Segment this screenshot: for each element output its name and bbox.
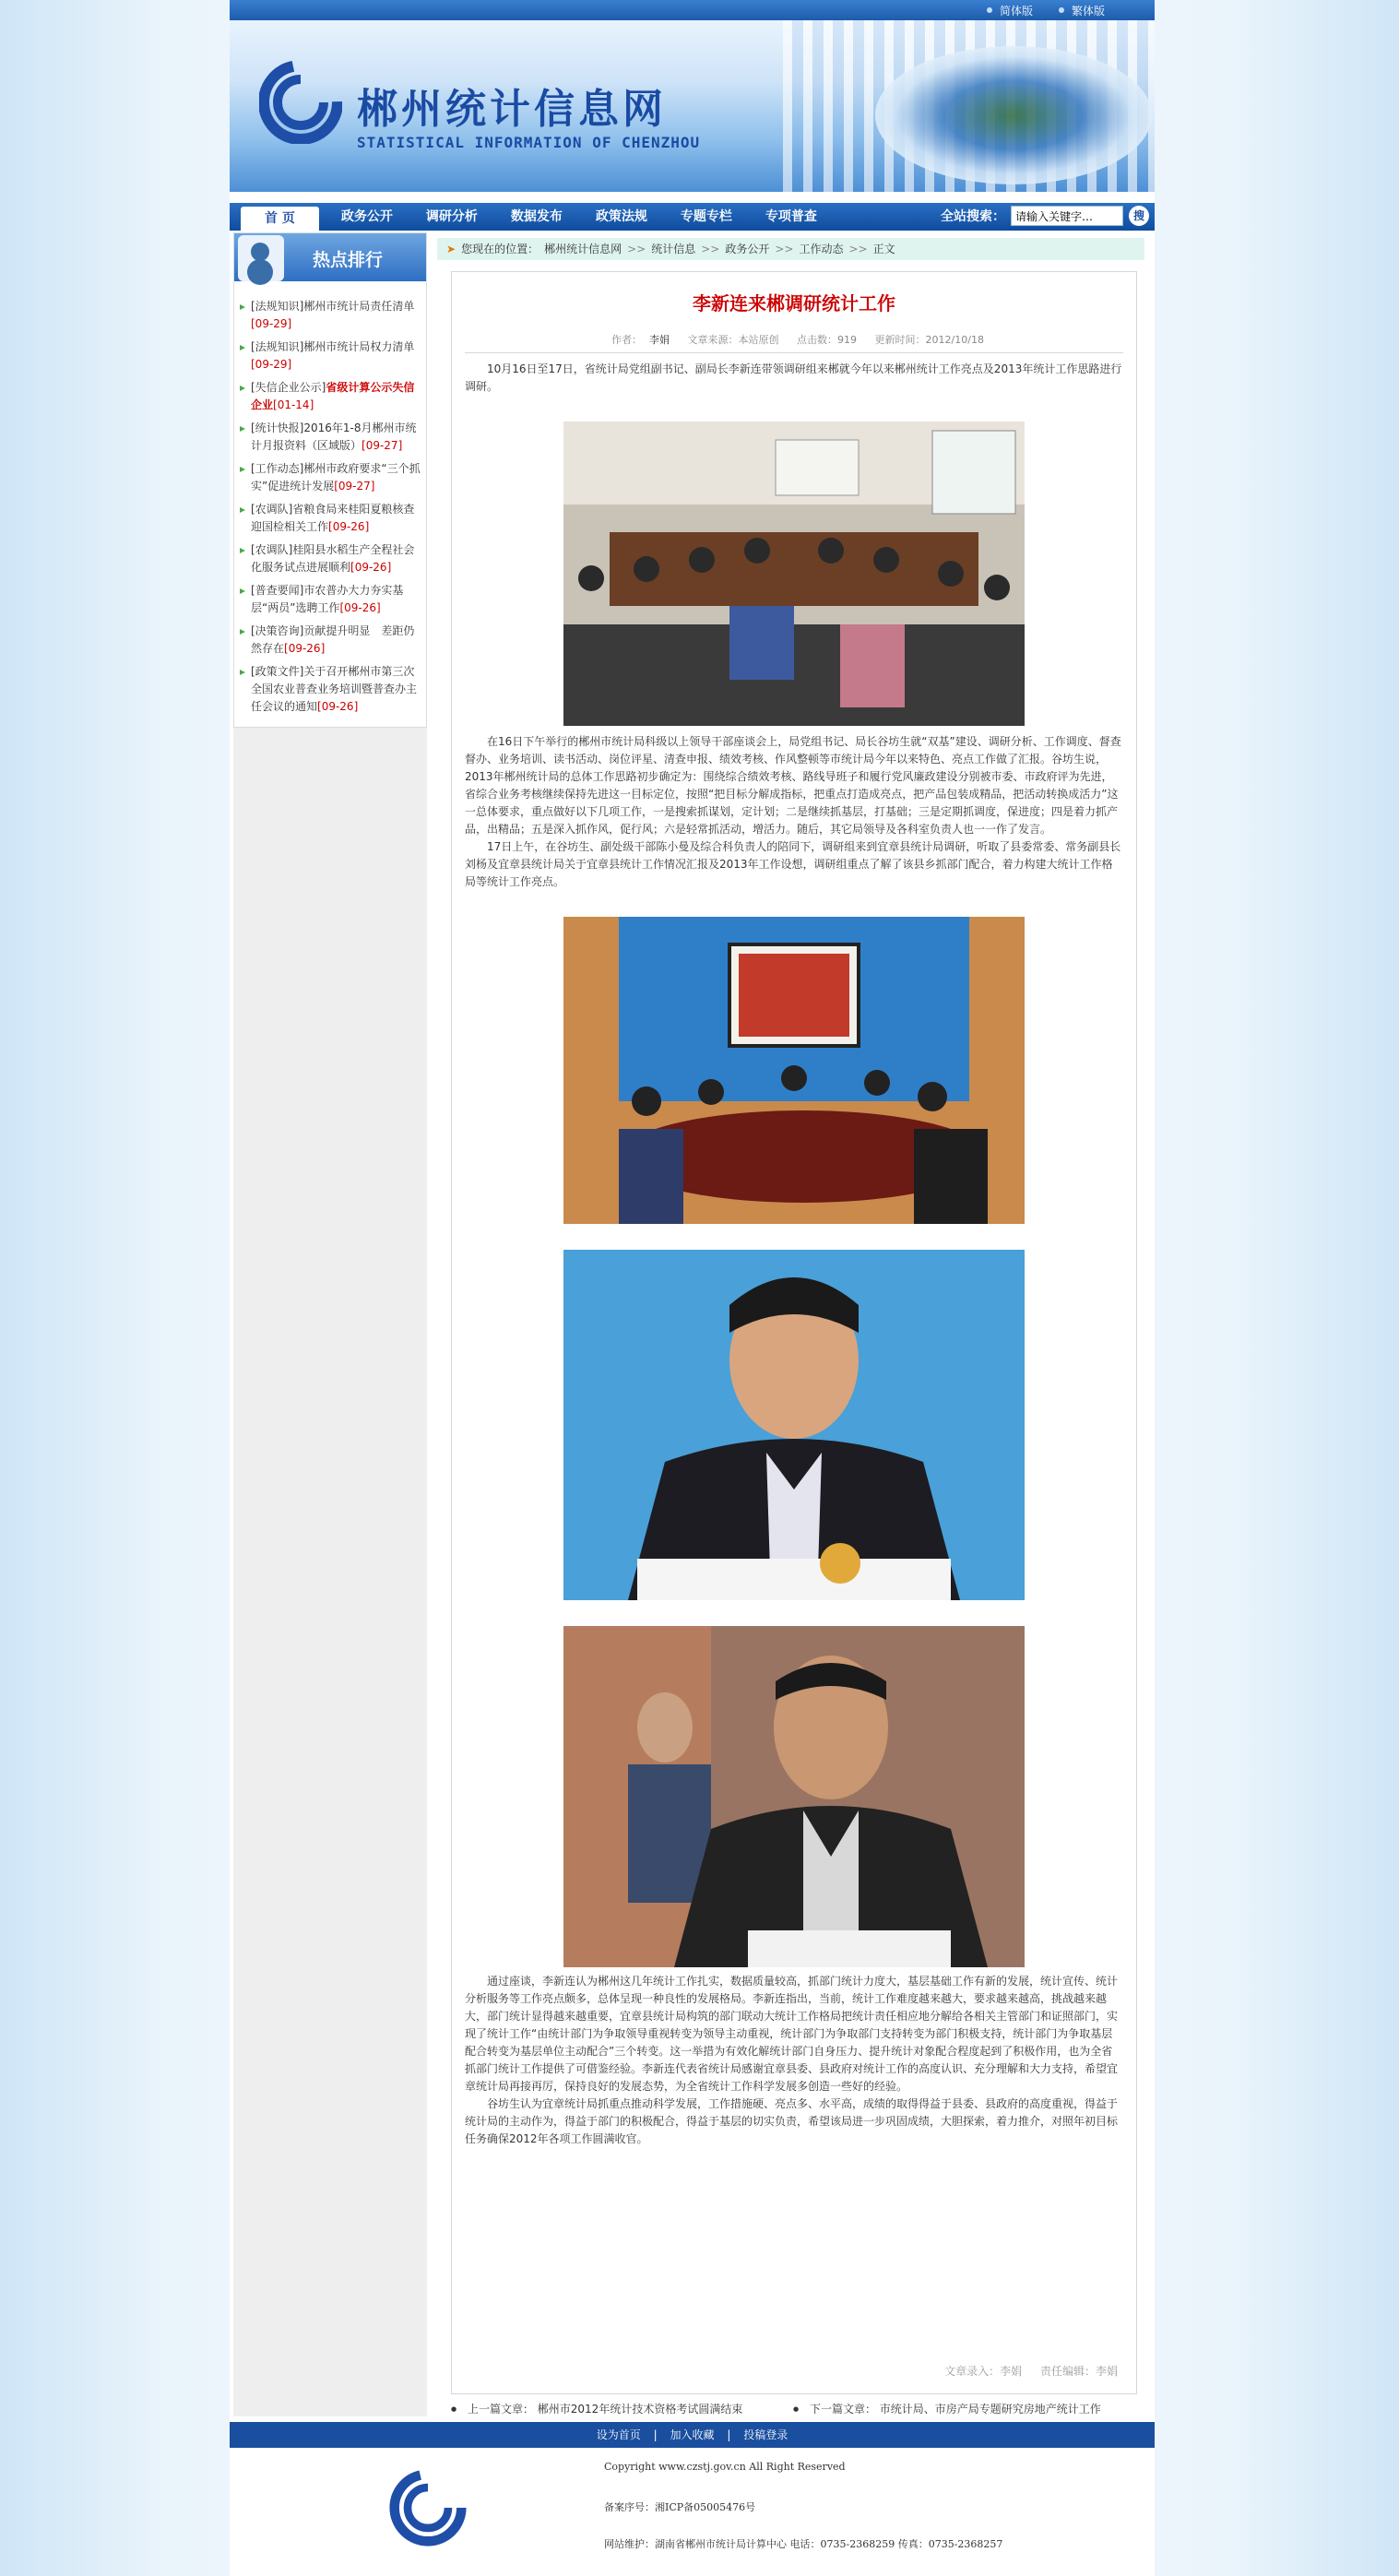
article-updated: 更新时间：2012/10/18 [874,334,984,346]
article-paragraph: 在16日下午举行的郴州市统计局科级以上领导干部座谈会上，局党组书记、局长谷坊生就“双基”建设、调研分析、工作调度、督查督办、业务培训、读书活动、岗位评星、清查申报、绩效考核、作风整顿等市统计局今年以来特色、亮点工作做了汇报。谷坊生说，2013年郴州统计局的总体工作思路初步确定为：围绕综合绩效考核、路线导班子和履行党风廉政建设分别被市委、市政府评为先进，省综合业务考核继续保持先进这一目标定位，按照“把目标分解成指标，把重点打造成亮点，把产品包装成精品，把活动转换成活力”这一总体要求，重点做好以下几项工作，一是搜索抓谋划，定计划；二是继续抓基层，打基础；三是定期抓调度，保进度；四是着力抓产品，出精品；五是深入抓作风，促行风；六是轻常抓活动，增活力。随后，其它局领导及各科室负责人也一一作了发言。 [465,735,1121,836]
divider: | [727,2428,731,2441]
breadcrumb-sep-icon: >> [627,243,646,255]
list-item[interactable]: [工作动态]郴州市政府要求“三个抓实”促进统计发展[09-27] [238,460,422,495]
article-entry: 文章录入：李娟 [944,2365,1023,2378]
page-container [230,0,1155,2576]
nav-census[interactable]: 专项普查 [765,209,817,224]
breadcrumb-icon: ➤ [446,243,456,255]
article-meta: 作者： 李娟 文章来源：本站原创 点击数：919 更新时间：2012/10/18 [611,334,984,346]
hot-ranking-header [234,233,426,281]
divider [465,352,1123,353]
nav-home[interactable]: 首 页 [241,207,319,231]
article [451,271,1137,2394]
breadcrumb-item[interactable]: 政务公开 [725,243,770,255]
article-paragraph: 17日上午，在谷坊生、副处级干部陈小曼及综合科负责人的陪同下，调研组来到宜章县统计局调研，听取了县委常委、常务副县长刘杨及宜章县统计局关于宜章县统计工作情况汇报及2013年工作设想，调研组重点了解了该县乡抓部门配合，着力构建大统计工作格局等统计工作亮点。 [465,840,1121,888]
nav-regulations[interactable]: 政策法规 [595,209,647,224]
list-item[interactable]: [农调队]桂阳县水稻生产全程社会化服务试点进展顺利[09-26] [238,541,422,576]
nav-gov-affairs[interactable]: 政务公开 [340,209,393,224]
article-editor: 责任编辑：李娟 [1039,2365,1118,2378]
footer-logo-icon [388,2468,468,2547]
breadcrumb-current: 正文 [872,243,895,255]
search-button[interactable]: 搜 [1129,206,1149,226]
meeting-photo-2 [563,917,1025,1224]
add-favorite-link[interactable]: 加入收藏 [670,2428,715,2441]
next-article: ● 下一篇文章： 市统计局、市房产局专题研究房地产统计工作 [793,2398,1135,2420]
nav-data-release[interactable]: 数据发布 [510,209,563,224]
article-paragraph: 10月16日至17日，省统计局党组副书记、副局长李新连带领调研组来郴就今年以来郴州统计工作亮点及2013年统计工作思路进行调研。 [465,362,1122,393]
site-logo-icon [259,61,342,144]
breadcrumb [437,238,1144,260]
list-item[interactable]: [法规知识]郴州市统计局权力清单[09-29] [238,338,422,374]
speaker-photo-1 [563,1250,1025,1600]
breadcrumb-item[interactable]: 工作动态 [799,243,844,255]
breadcrumb-item[interactable]: 郴州统计信息网 [544,243,622,255]
list-item[interactable]: [法规知识]郴州市统计局责任清单[09-29] [238,298,422,333]
divider: | [653,2428,658,2441]
article-editors [944,2363,1118,2379]
sidebar [233,232,427,2416]
list-item[interactable]: [农调队]省粮食局来桂阳夏粮核查迎国检相关工作[09-26] [238,501,422,536]
nav-topics[interactable]: 专题专栏 [680,209,732,224]
site-title: 郴州统计信息网 [357,86,667,133]
icp-record: 备案序号：湘ICP备05005476号 [604,2501,756,2513]
top-bar [230,0,1155,20]
header-banner [230,20,1155,192]
breadcrumb-sep-icon: >> [775,243,794,255]
list-item[interactable]: [统计快报]2016年1-8月郴州市统计月报资料（区域版）[09-27] [238,420,422,455]
main-nav [230,203,1155,231]
breadcrumb-sep-icon: >> [701,243,720,255]
stadium-image [875,46,1152,184]
list-item[interactable]: [普查要闻]市农普办大力夯实基层“两员”选聘工作[09-26] [238,582,422,617]
simplified-link[interactable]: 简体版 [987,3,1046,18]
speaker-photo-2 [563,1626,1025,1967]
list-item[interactable]: [失信企业公示]省级计算公示失信企业[01-14] [238,379,422,414]
article-paragraph: 谷坊生认为宜章统计局抓重点推动科学发展，工作措施硬、亮点多、水平高，成绩的取得得益于县委、县政府的高度重视，得益于统计局的主动作为，得益于部门的积极配合，得益于基层的切实负责，希望该局进一步巩固成绩，大胆探索，着力推介，对照年初目标任务确保2012年各项工作圆满收官。 [465,2097,1119,2145]
search-label: 全站搜索： [941,209,1005,224]
copyright: Copyright www.czstj.gov.cn All Right Reserved [604,2461,846,2473]
article-author: 李娟 [649,334,670,346]
prev-next-links [451,2398,1135,2420]
submit-login-link[interactable]: 投稿登录 [743,2428,788,2441]
set-homepage-link[interactable]: 设为首页 [596,2428,641,2441]
search-input[interactable] [1011,206,1123,226]
breadcrumb-item[interactable]: 统计信息 [651,243,696,255]
meeting-photo-1 [563,421,1025,726]
traditional-link[interactable]: 繁体版 [1059,3,1118,18]
site-subtitle: STATISTICAL INFORMATION OF CHENZHOU [357,134,701,151]
list-item[interactable]: [决策咨询]贡献提升明显 差距仍然存在[09-26] [238,623,422,658]
article-source: 文章来源：本站原创 [687,334,779,346]
hot-ranking-title: 热点排行 [313,250,384,270]
prev-article: ● 上一篇文章： 郴州市2012年统计技术资格考试圆满结束 [451,2398,793,2420]
list-item[interactable]: [政策文件]关于召开郴州市第三次全国农业普查业务培训暨普查办主任会议的通知[09-26] [238,663,422,716]
article-hits: 点击数：919 [797,334,858,346]
site-search [941,206,1149,226]
prev-article-link[interactable]: 郴州市2012年统计技术资格考试圆满结束 [537,2403,743,2416]
hot-ranking-panel [233,232,427,728]
footer-bar [230,2422,1155,2448]
people-icon [238,235,284,281]
footer-info [230,2453,1155,2564]
next-article-link[interactable]: 市统计局、市房产局专题研究房地产统计工作 [879,2403,1101,2416]
article-title: 李新连来郴调研统计工作 [693,292,895,315]
site-maintenance: 网站维护：湖南省郴州市统计局计算中心 电话：0735-2368259 传真：0735-2368257 [604,2538,1003,2550]
nav-research[interactable]: 调研分析 [425,209,478,224]
breadcrumb-prefix: 您现在的位置： [461,243,539,255]
breadcrumb-sep-icon: >> [848,243,868,255]
article-paragraph: 通过座谈，李新连认为郴州这几年统计工作扎实，数据质量较高，抓部门统计力度大，基层基础工作有新的发展，统计宣传、统计分析服务等工作亮点颇多，总体呈现一种良性的发展格局。李新连指出，当前，统计工作难度越来越大，要求越来越高，挑战越来越大，部门统计显得越来越重要，宜章县统计局构筑的部门联动大统计工作格局把统计责任相应地分解给各相关主管部门和证照部门，实现了统计工作“由统计部门为争取领导重视转变为领导主动重视，统计部门为争取部门支持转变为部门积极支持，统计部门为争取基层配合转变为基层单位主动配合”三个转变。这一举措为有效化解统计部门自身压力、提升统计对象配合程度起到了积极作用，也为全省抓部门统计工作提供了可借鉴经验。李新连代表省统计局感谢宜章县委、县政府对统计工作的高度认识、充分理解和大力支持，希望宜章统计局再接再厉，保持良好的发展态势，为全省统计工作科学发展多创造一些好的经验。 [465,1975,1119,2093]
